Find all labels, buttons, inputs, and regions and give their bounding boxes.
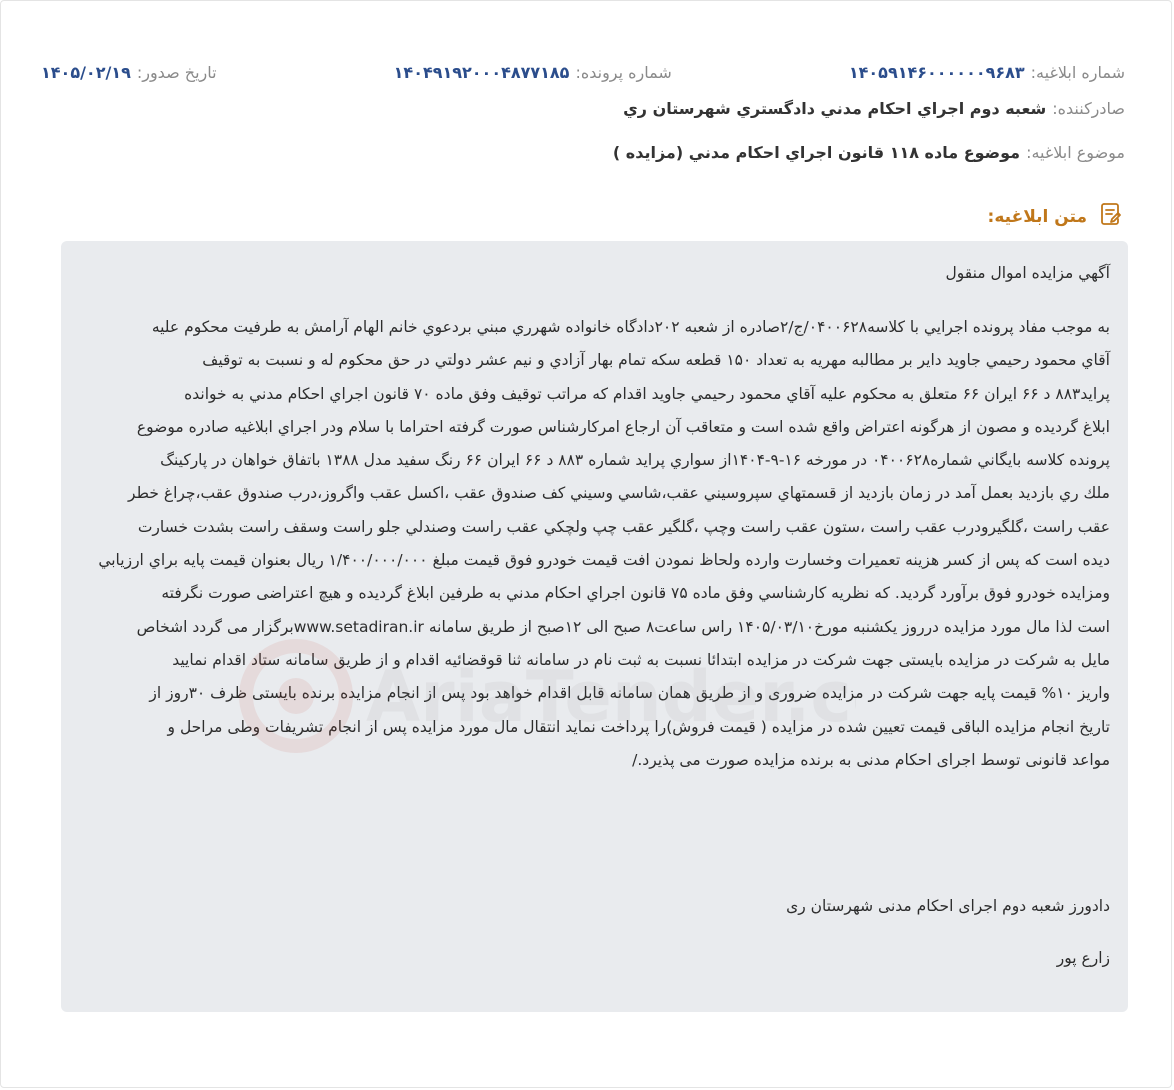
- issue-date-value: ۱۴۰۵/۰۲/۱۹: [41, 62, 131, 82]
- document-line: واريز ۱۰% قيمت پايه جهت شركت در مزايده ضروری و از طريق همان سامانه قابل اقدام خواهد بود پس از انجام مزايده برنده بايستی ظرف ۳۰روز از: [149, 684, 1110, 703]
- document-line: مواعد قانونی توسط اجرای احكام مدنی به برنده مزايده صورت می پذيرد./: [632, 750, 1110, 769]
- document-line: پرونده كلاسه بايگاني شماره۰۴۰۰۶۲۸ در مورخه ۱۶-۹-۱۴۰۴از سواري پرايد شماره ۸۸۳ د ۶۶ ايران ۶۶ رنگ سفيد مدل ۱۳۸۸ باتفاق خواهان در پاركينگ: [160, 451, 1110, 470]
- document-line: ومزايده خودرو فوق برآورد گرديد. كه نظريه كارشناسي وفق ماده ۷۵ قانون اجراي احكام مدني به طرفين ابلاغ گرديده و هيچ اعتراضی صورت نگرفته: [161, 584, 1110, 603]
- issuer-line: [623, 99, 1125, 118]
- document-line: ابلاغ گرديده و مصون از هرگونه اعتراض واقع شده است و متعاقب آن ارجاع امركارشناس صورت گرفته احتراما با سلام ودر اجراي ابلاغيه صادره موضوع: [136, 417, 1110, 436]
- document-line: ملك ري بازديد بعمل آمد در زمان بازديد از قسمتهاي سپروسيني عقب،شاسي وسيني كف صندوق عقب ،اكسل عقب واگروز،درب صندوق عقب،چراغ خطر: [128, 484, 1110, 503]
- notice-number: [849, 63, 1125, 82]
- notice-text-title-label: متن ابلاغیه:: [987, 206, 1087, 227]
- notice-number-value: ۱۴۰۵۹۱۴۶۰۰۰۰۰۰۹۶۸۳: [848, 62, 1025, 82]
- document-line: آقاي محمود رحيمي جاويد داير بر مطالبه مهريه به تعداد ۱۵۰ قطعه سكه تمام بهار آزادي و نيم عشر دولتي در حق محكوم له و نسبت به توقيف: [202, 351, 1110, 370]
- watermark-text: AriaTender.c: [366, 656, 852, 738]
- document-line: پرايد۸۸۳ د ۶۶ ايران ۶۶ متعلق به محكوم عليه آقاي محمود رحيمي جاويد اقدام كه مراتب توقيف وفق ماده ۷۰ قانون اجراي احكام مدني به خوانده: [184, 384, 1110, 403]
- notice-number-label: شماره ابلاغیه:: [1030, 62, 1125, 82]
- subject-line: [613, 143, 1125, 162]
- document-edit-icon: [1097, 201, 1123, 232]
- document-line: ديده است كه پس از كسر هزينه تعميرات وخسارت وارده ولحاظ نمودن افت قيمت خودرو فوق قيمت مبلغ ۱/۴۰۰/۰۰۰/۰۰۰ ريال بعنوان قيمت پايه براي ارزيابي: [98, 551, 1110, 570]
- issuer-label: صادرکننده:: [1052, 99, 1125, 118]
- document-line: عقب راست ،گلگيرودرب عقب راست ،ستون عقب راست وچپ ،گلگير عقب چپ ولچكي عقب راست وصندلي جلو راست وسقف راست بشدت خسارت: [137, 517, 1110, 536]
- document-line: است لذا مال مورد مزایده درروز يكشنبه مورخ۱۴۰۵/۰۳/۱۰ راس ساعت۸ صبح الی ۱۲صبح از طريق سامانه www.setadiran.irبرگزار می گردد اشخاص: [136, 617, 1110, 636]
- issuer-value: شعبه دوم اجراي احكام مدني دادگستري شهرستان ري: [623, 99, 1047, 118]
- document-heading: آگهي مزايده اموال منقول: [945, 264, 1110, 282]
- notice-body: [61, 241, 1128, 1012]
- document-line: به موجب مفاد پرونده اجرايي با كلاسه۰۴۰۰۶۲۸/ج/۲صادره از شعبه ۲۰۲دادگاه خانواده شهرري مبني بردعوي خانم الهام آرامش به طرفيت محكوم عليه: [151, 318, 1110, 336]
- document-body: [79, 311, 1110, 777]
- issue-date-label: تاریخ صدور:: [136, 62, 217, 82]
- case-number-value: ۱۴۰۴۹۱۹۲۰۰۰۴۸۷۷۱۸۵: [393, 62, 570, 82]
- issue-date: [41, 63, 217, 82]
- signature-name: زارع پور: [1056, 949, 1110, 967]
- header-row: [41, 59, 1125, 85]
- subject-value: موضوع ماده ۱۱۸ قانون اجراي احكام مدني (مزايده ): [612, 143, 1021, 162]
- document-line: مایل به شركت در مزايده بايستی جهت شركت در مزايده ابتدائا نسبت به ثبت نام در سامانه ثنا قوقضائيه اقدام و از طريق سامانه ستاد اقدام نماييد: [172, 650, 1110, 669]
- notice-text-title: [988, 201, 1123, 232]
- subject-label: موضوع ابلاغیه:: [1026, 143, 1125, 162]
- signature-title: دادورز شعبه دوم اجرای احكام مدنی شهرستان ری: [786, 897, 1110, 915]
- case-number-label: شماره پرونده:: [575, 62, 672, 82]
- case-number: [394, 63, 672, 82]
- document-line: تاريخ انجام مزايده الباقی قيمت تعيين شده در مزايده ( قيمت فروش)را پرداخت نمايد انتقال مال مورد مزايده پس از انجام تشريفات وطی مراحل و: [167, 717, 1110, 736]
